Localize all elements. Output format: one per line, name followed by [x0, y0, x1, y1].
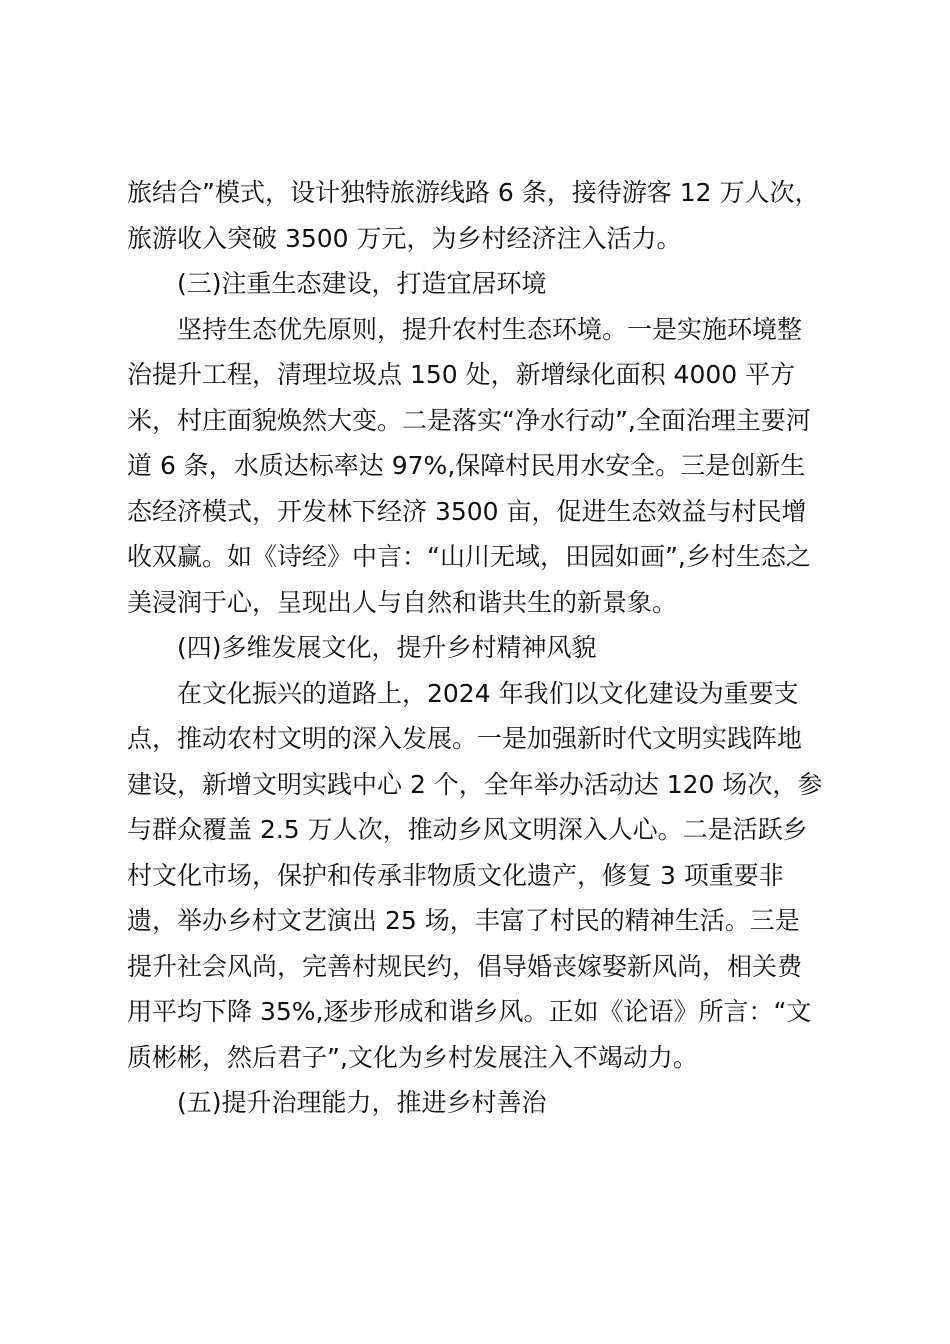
text-line: 米，村庄面貌焕然大变。二是落实“净水行动”,全面治理主要河: [127, 405, 811, 435]
text-line: 旅结合”模式，设计独特旅游线路 6 条，接待游客 12 万人次，: [127, 178, 820, 207]
text-line: 收双赢。如《诗经》中言：“山川无域，田园如画”,乡村生态之: [127, 542, 811, 571]
text-line: 坚持生态优先原则，提升农村生态环境。一是实施环境整: [177, 314, 803, 344]
text-line: 提升社会风尚，完善村规民约，倡导婚丧嫁娶新风尚，相关费: [127, 951, 803, 981]
text-line: 治提升工程，清理垃圾点 150 处，新增绿化面积 4000 平方: [127, 360, 796, 389]
text-line: 点，推动农村文明的深入发展。一是加强新时代文明实践阵地: [127, 724, 803, 753]
text-line: 遗，举办乡村文艺演出 25 场，丰富了村民的精神生活。三是: [127, 906, 800, 935]
text-line: 在文化振兴的道路上，2024 年我们以文化建设为重要支: [177, 678, 799, 708]
text-line: 质彬彬，然后君子”,文化为乡村发展注入不竭动力。: [127, 1042, 698, 1072]
text-line: 美浸润于心，呈现出人与自然和谐共生的新景象。: [127, 587, 678, 617]
text-line: 用平均下降 35%,逐步形成和谐乡风。正如《论语》所言：“文: [127, 997, 812, 1026]
text-line: 与群众覆盖 2.5 万人次，推动乡风文明深入人心。二是活跃乡: [127, 815, 808, 844]
section-heading-5: (五)提升治理能力，推进乡村善治: [177, 1088, 547, 1117]
text-line: 旅游收入突破 3500 万元，为乡村经济注入活力。: [127, 223, 682, 253]
text-line: 态经济模式，开发林下经济 3500 亩，促进生态效益与村民增: [127, 496, 807, 526]
document-body: [127, 170, 827, 1126]
section-heading-3: (三)注重生态建设，打造宜居环境: [177, 269, 547, 298]
text-line: 道 6 条，水质达标率达 97%,保障村民用水安全。三是创新生: [127, 451, 806, 480]
text-line: 建设，新增文明实践中心 2 个，全年举办活动达 120 场次，参: [127, 769, 823, 799]
text-line: 村文化市场，保护和传承非物质文化遗产，修复 3 项重要非: [127, 860, 784, 890]
section-heading-4: (四)多维发展文化，提升乡村精神风貌: [177, 633, 597, 662]
